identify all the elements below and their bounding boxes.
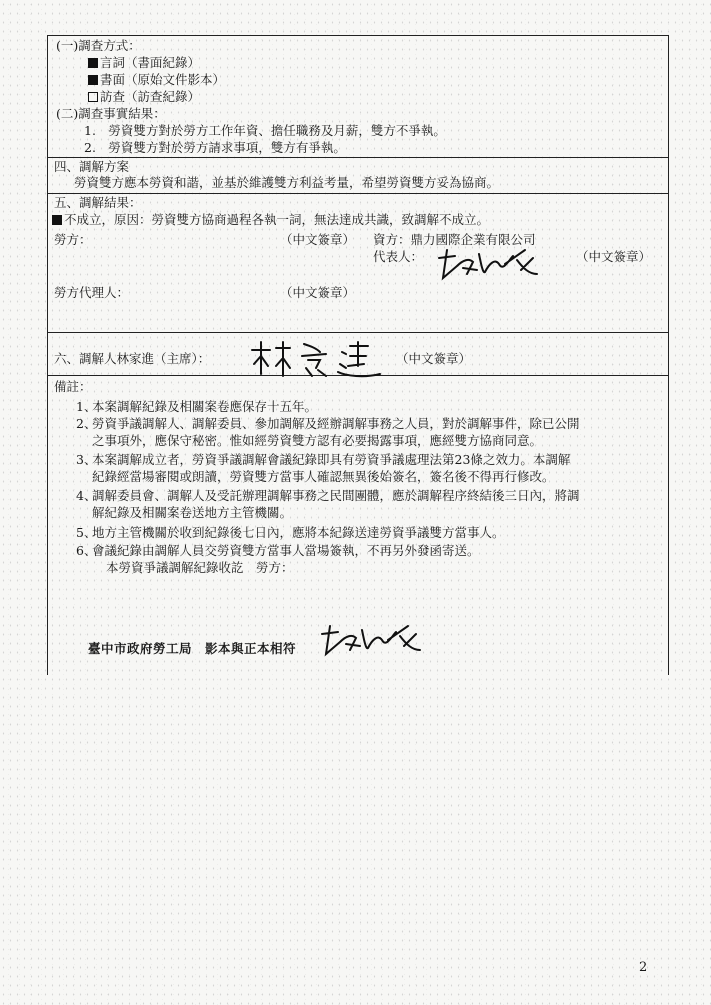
- note-number: 5、: [76, 525, 97, 540]
- labor-label: 勞方：: [54, 232, 92, 247]
- note-number: 1、: [76, 399, 97, 414]
- note-text: 調解委員會、調解人及受託辦理調解事務之民間團體，應於調解程序終結後三日內，將調: [92, 488, 580, 503]
- note-number: 3、: [76, 452, 97, 467]
- note-text: 會議紀錄由調解人員交勞資雙方當事人當場簽執，不再另外發函寄送。: [92, 543, 480, 558]
- checkbox-unchecked-icon: [88, 92, 98, 102]
- certified-copy-stamp: 臺中市政府勞工局 影本與正本相符: [88, 641, 297, 656]
- result-item: 1. 勞資雙方對於勞方工作年資、擔任職務及月薪，雙方不爭執。: [84, 123, 446, 138]
- checkbox-checked-icon: [52, 215, 62, 225]
- divider: [48, 332, 668, 333]
- note-text: 解紀錄及相關案卷送地方主管機關。: [92, 505, 293, 520]
- note-text: 地方主管機關於收到紀錄後七日內，應將本紀錄送達勞資爭議雙方當事人。: [92, 525, 505, 540]
- mediation-result: 不成立，原因：勞資雙方協商過程各執一詞，無法達成共識，致調解不成立。: [52, 213, 489, 227]
- investigation-result-title: (二)調查事實結果：: [56, 106, 166, 121]
- note-text: 紀錄經當場審閱或朗讀，勞資雙方當事人確認無異後始簽名，簽名後不得再行修改。: [92, 469, 555, 484]
- method-item-oral: 言詞（書面紀錄）: [88, 56, 200, 70]
- mediation-plan-text: 勞資雙方應本勞資和諧，並基於維護雙方利益考量，希望勞資雙方妥為協商。: [74, 175, 500, 190]
- receipt-line: 本勞資爭議調解紀錄收訖 勞方：: [106, 560, 294, 575]
- labor-signature-note: （中文簽章）: [280, 232, 356, 247]
- mediator-signature: [246, 338, 386, 380]
- note-number: 2、: [76, 416, 97, 431]
- note-text: 之事項外，應保守秘密。惟如經勞資雙方認有必要揭露事項，應經雙方協商同意。: [92, 433, 543, 448]
- mediation-record-form: [47, 35, 669, 675]
- method-item-written: 書面（原始文件影本）: [88, 73, 225, 87]
- receipt-signature: [318, 618, 428, 662]
- note-text: 本案調解紀錄及相關案卷應保存十五年。: [92, 399, 318, 414]
- method-item-visit: 訪查（訪查紀錄）: [88, 90, 200, 104]
- agent-signature-note: （中文簽章）: [280, 285, 356, 300]
- checkbox-checked-icon: [88, 58, 98, 68]
- representative-signature: [433, 244, 553, 284]
- employer-signature-note: （中文簽章）: [576, 249, 652, 264]
- mediator-label: 六、調解人林家進（主席）：: [54, 351, 211, 366]
- page-number: 2: [639, 960, 648, 975]
- divider: [48, 157, 668, 158]
- note-text: 勞資爭議調解人、調解委員、參加調解及經辦調解事務之人員，對於調解事件，除已公開: [92, 416, 580, 431]
- result-item: 2. 勞資雙方對於勞方請求事項，雙方有爭執。: [84, 140, 346, 155]
- investigation-method-title: (一)調查方式：: [56, 38, 141, 53]
- mediation-result-title: 五、調解結果：: [54, 195, 142, 210]
- notes-title: 備註：: [54, 379, 92, 394]
- mediation-plan-title: 四、調解方案: [54, 159, 130, 174]
- representative-label: 代表人：: [373, 249, 424, 264]
- mediator-signature-note: （中文簽章）: [396, 351, 472, 366]
- note-text: 本案調解成立者，勞資爭議調解會議紀錄即具有勞資爭議處理法第23條之效力。本調解: [92, 452, 571, 467]
- note-number: 4、: [76, 488, 97, 503]
- labor-agent-label: 勞方代理人：: [54, 285, 130, 300]
- employer-label: 資方：鼎力國際企業有限公司: [373, 232, 536, 247]
- divider: [48, 193, 668, 194]
- checkbox-checked-icon: [88, 75, 98, 85]
- note-number: 6、: [76, 543, 97, 558]
